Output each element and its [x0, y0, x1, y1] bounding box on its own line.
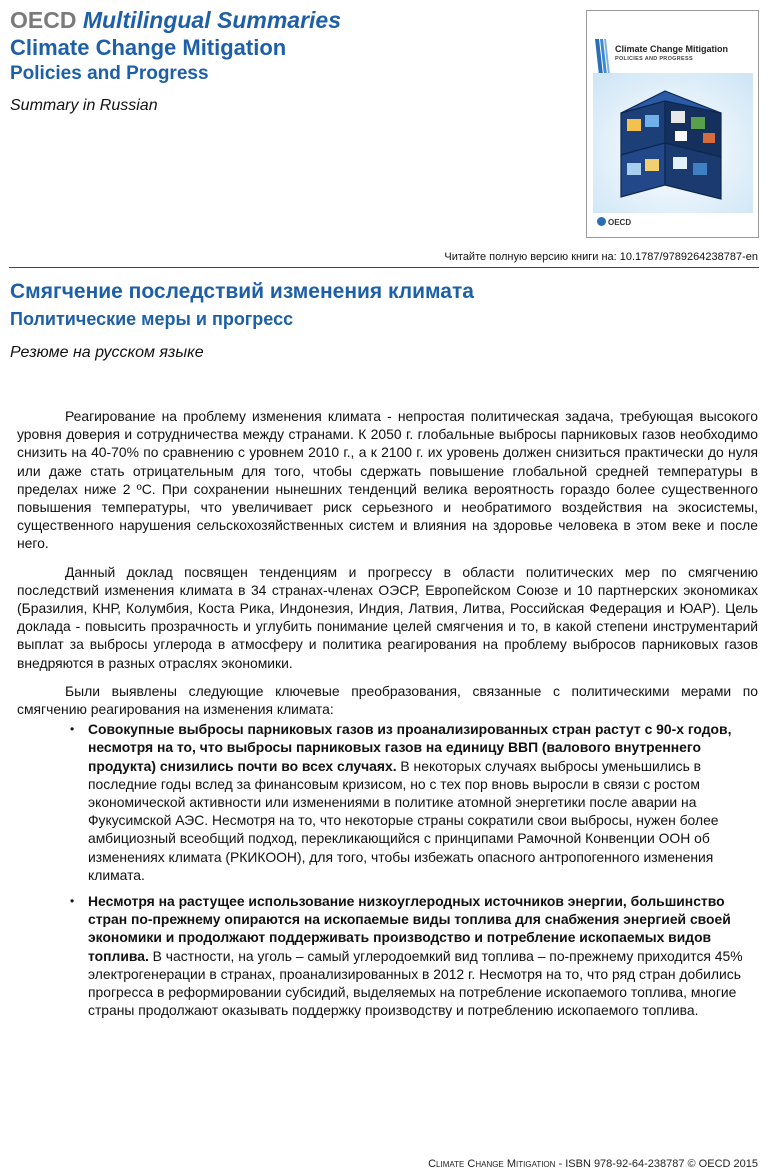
oecd-stripes-icon [593, 37, 611, 77]
russian-title: Смягчение последствий изменения климата [10, 280, 474, 303]
book-title: Climate Change Mitigation [10, 35, 287, 60]
paragraph-2: Данный доклад посвящен тенденциям и прогрессу в области политических мер по смягчению последствий изменения климата в 34 странах-членах ОЭСР, Европейском Союзе и 10 партнерских экономиках (Бразилия, КНР, Колумбия, Коста Рика, Индонезия, Индия, Латвия, Литва, Российская Федерация и ЮАР). Цель доклада - повысить прозрачность и углубить понимание целей смягчения и то, в какой степени инструментарий выплат за выбросы углерода в атмосферу и политика реагирования на проблему выбросов парниковых газов внедряются в разных отраслях экономики. [17, 563, 758, 671]
page-footer [428, 1158, 758, 1170]
paragraph-1: Реагирование на проблему изменения климата - непростая политическая задача, требующая высокого уровня доверия и сотрудничества между странами. К 2050 г. глобальные выбросы парниковых газов необходимо снизить на 40-70% по сравнению с уровнем 2010 г., а к 2100 г. их уровень должен снизиться практически до нуля или даже стать отрицательным для того, чтобы сдержать повышение глобальной средней температуры в пределах ниже 2 ºС. При сохранении нынешних тенденций велика вероятность гораздо более существенного повышения температуры, что увеличивает риск серьезного и необратимого воздействия на экосистемы, существенного нарушения сельскохозяйственных систем и влияния на здоровье человека в этом веке и после него. [17, 408, 758, 552]
oecd-label: OECD [10, 7, 77, 33]
cover-title: Climate Change Mitigation [615, 44, 729, 54]
key-findings-list [17, 720, 758, 1019]
document-header [10, 6, 570, 115]
bullet-2-text: В частности, на уголь – самый углеродоемкий вид топлива – по-прежнему приходится 45% электрогенерации в странах, проанализированных в 2012 г. Несмотря на то, что ряд стран добились прогресса в реформировании субсидий, выделяемых на потребление ископаемого топлива, многие страны продолжают оказывать поддержку производству и потреблению ископаемого топлива. [88, 947, 743, 1019]
bullet-1-text: В некоторых случаях выбросы уменьшились в последние годы вслед за финансовым кризисом, но с тех пор вновь выросли в связи с ростом экономической активности или изменениями в политике атомной энергетики после аварии на Фукусимской АЭС. Несмотря на то, что некоторые страны сократили свои выбросы, нужен более амбициозный всеобщий подход, перекликающийся с принципами Рамочной Конвенции ООН об изменениях климата (РКИКООН), для того, чтобы избежать опасного антропогенного изменения климата. [88, 757, 719, 883]
bullet-2-bold: Несмотря на растущее использование низкоуглеродных источников энергии, большинство стран по-прежнему опираются на ископаемые виды топлива для снабжения энергией своей экономики и продолжают поддерживать производство и потребление ископаемых видов топлива. [88, 893, 731, 964]
footer-title: Climate Change Mitigation [428, 1158, 556, 1170]
book-cover-image [586, 10, 759, 238]
paragraph-3: Были выявлены следующие ключевые преобразования, связанные с политическими мерами по смягчению реагирования на изменения климата: [17, 682, 758, 718]
bullet-icon: • [70, 722, 75, 737]
cover-oecd-logo [597, 217, 631, 227]
russian-subtitle: Политические меры и прогресс [10, 309, 294, 329]
header-divider [9, 267, 759, 268]
list-item [70, 720, 758, 884]
bullet-icon: • [70, 894, 75, 909]
cover-subtitle: POLICIES AND PROGRESS [615, 56, 693, 62]
book-subtitle: Policies and Progress [10, 63, 209, 84]
cube-illustration [593, 73, 753, 213]
multilingual-label: Multilingual Summaries [82, 7, 341, 33]
cover-logo-text: OECD [608, 218, 632, 227]
bullet-1-bold: Совокупные выбросы парниковых газов из проанализированных стран растут с 90-х годов, несмотря на то, что выбросы парниковых газов на единицу ВВП (валового внутреннего продукта) снизились почти во всех случаях. [88, 721, 732, 774]
summary-language: Summary in Russian [10, 97, 158, 114]
series-title [10, 6, 570, 34]
footer-isbn: - ISBN 978-92-64-238787 © OECD 2015 [555, 1158, 758, 1170]
read-full-version-link[interactable]: Читайте полную версию книги на: 10.1787/9789264238787-en [444, 251, 758, 263]
oecd-logo-icon [597, 217, 606, 226]
list-item [70, 892, 758, 1019]
russian-summary-language: Резюме на русском языке [10, 344, 204, 361]
summary-body [17, 407, 758, 1028]
